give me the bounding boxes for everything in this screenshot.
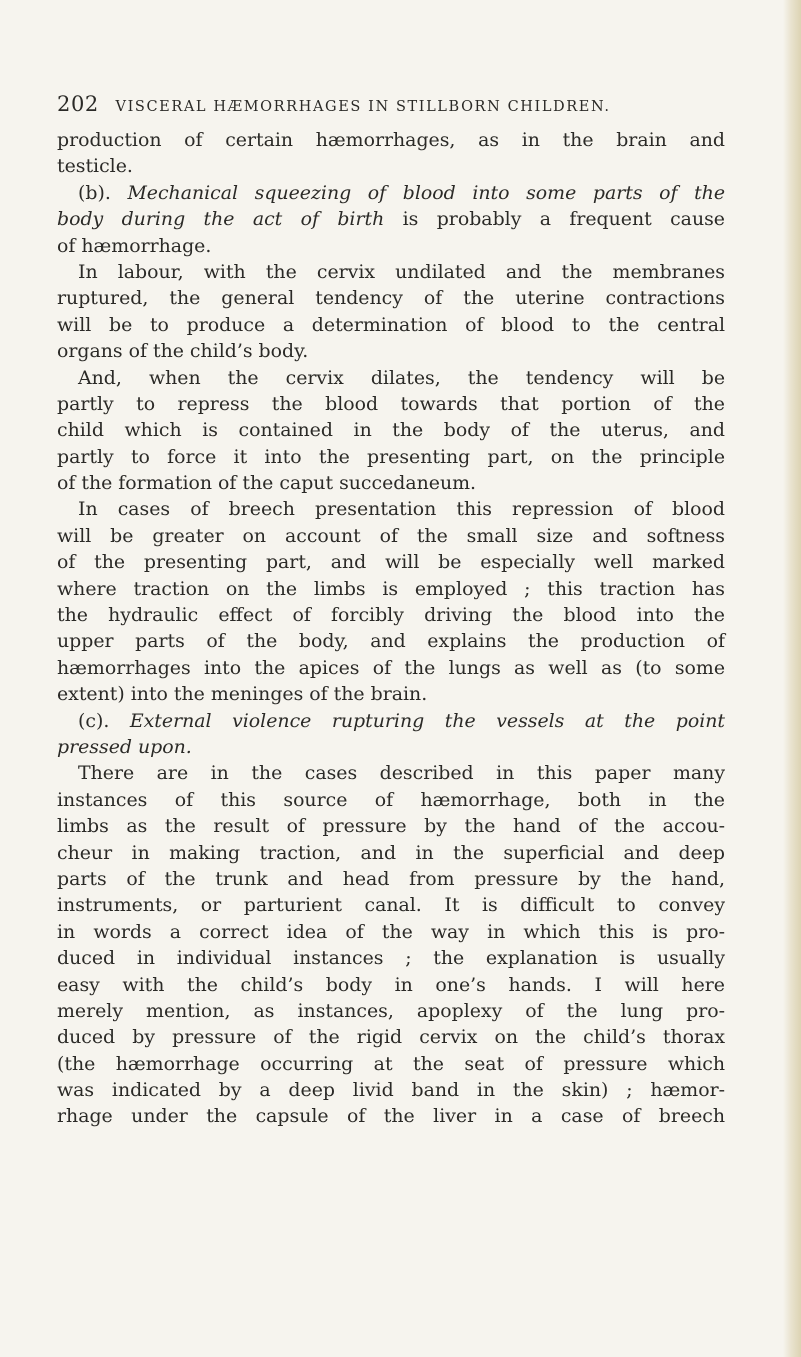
text-line: will be to produce a determination of blood to the central	[57, 313, 725, 336]
text-line: rhage under the capsule of the liver in a case of breech	[57, 1105, 725, 1128]
text-line: organs of the child’s body.	[57, 340, 309, 363]
text-line: ruptured, the general tendency of the uterine contractions	[57, 287, 725, 310]
running-header	[57, 92, 717, 116]
text-line: (the hæmorrhage occurring at the seat of pressure which	[57, 1052, 725, 1075]
text-line: production of certain hæmorrhages, as in the brain and	[57, 129, 725, 151]
text-line: testicle.	[57, 155, 133, 178]
text-line: of the presenting part, and will be especially well marked	[57, 551, 725, 574]
section-c-heading	[57, 708, 725, 734]
text-line: duced by pressure of the rigid cervix on the child’s thorax	[57, 1026, 725, 1049]
text-line: extent) into the meninges of the brain.	[57, 683, 428, 706]
text-line: easy with the child’s body in one’s hands. I will here	[57, 973, 725, 996]
text-line: was indicated by a deep livid band in the skin) ; hæmor-	[57, 1079, 725, 1102]
text-line: the hydraulic effect of forcibly driving the blood into the	[57, 604, 725, 627]
page-edge-shadow	[783, 0, 801, 1357]
text-line: partly to repress the blood towards that portion of the	[57, 392, 725, 415]
section-marker: (c).	[78, 709, 130, 732]
text-line: partly to force it into the presenting part, on the principle	[57, 445, 725, 468]
text-line: In cases of breech presentation this repression of blood	[78, 498, 725, 521]
text-line: parts of the trunk and head from pressure by the hand,	[57, 867, 725, 890]
text-line: of the formation of the caput succedaneum.	[57, 472, 477, 495]
text-line: instruments, or parturient canal. It is difficult to convey	[57, 894, 725, 917]
italic-heading: Mechanical squeezing of blood into some parts of the	[127, 181, 726, 204]
section-marker: (b).	[78, 181, 128, 204]
text-line: instances of this source of hæmorrhage, both in the	[57, 788, 725, 811]
section-b-heading	[57, 180, 725, 206]
running-title: VISCERAL HÆMORRHAGES IN STILLBORN CHILDREN.	[115, 99, 611, 115]
body-text	[57, 127, 725, 1130]
text-line: In labour, with the cervix undilated and the membranes	[78, 260, 725, 283]
text-line	[57, 734, 725, 760]
text-fragment: is probably a frequent cause	[384, 208, 725, 231]
text-line: upper parts of the body, and explains the production of	[57, 630, 725, 653]
page-number: 202	[57, 92, 99, 116]
text-line	[57, 206, 725, 232]
text-line: And, when the cervix dilates, the tendency will be	[78, 366, 725, 389]
text-line: limbs as the result of pressure by the hand of the accou-	[57, 815, 725, 838]
italic-heading: body during the act of birth	[57, 208, 385, 231]
text-line: hæmorrhages into the apices of the lungs as well as (to some	[57, 656, 725, 679]
text-line: duced in individual instances ; the explanation is usually	[57, 947, 725, 970]
italic-heading: pressed upon.	[57, 735, 192, 758]
text-line: There are in the cases described in this paper many	[78, 762, 725, 785]
text-line: cheur in making traction, and in the superficial and deep	[57, 841, 725, 864]
italic-heading: External violence rupturing the vessels at the point	[129, 709, 725, 732]
text-line: merely mention, as instances, apoplexy of the lung pro-	[57, 999, 725, 1022]
text-line: in words a correct idea of the way in which this is pro-	[57, 920, 725, 943]
text-line: will be greater on account of the small size and softness	[57, 524, 725, 547]
text-line: of hæmorrhage.	[57, 234, 212, 257]
text-line: child which is contained in the body of the uterus, and	[57, 419, 725, 442]
text-line: where traction on the limbs is employed ; this traction has	[57, 577, 725, 600]
